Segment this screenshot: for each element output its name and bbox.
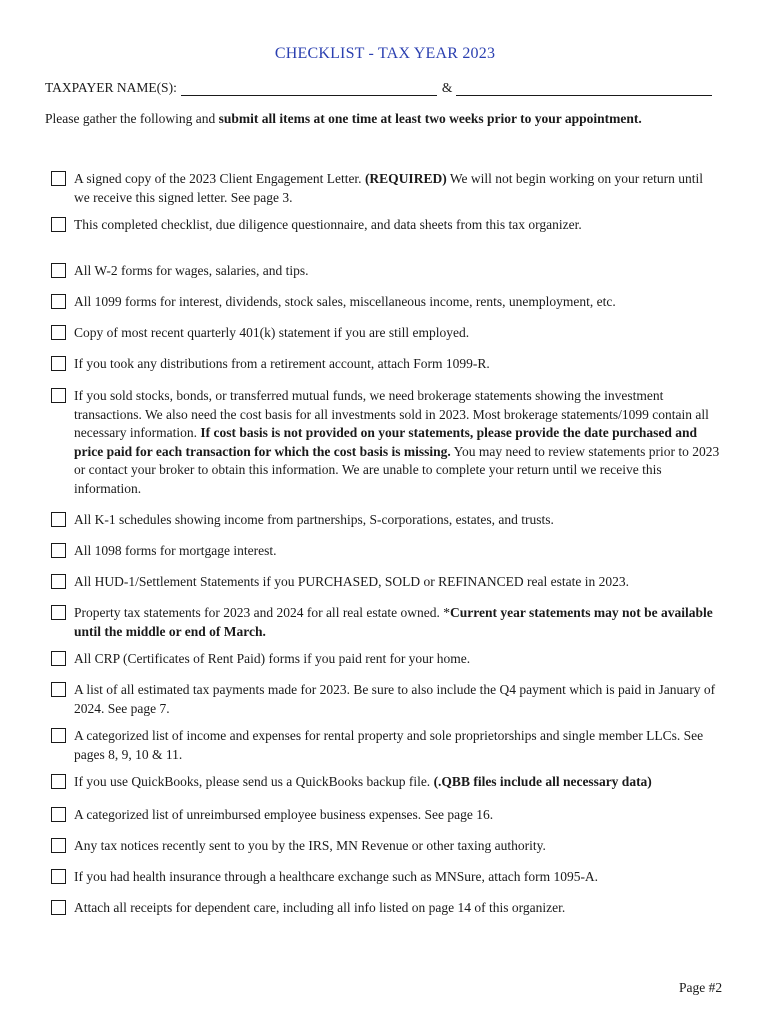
checklist-item <box>51 773 721 792</box>
item-text: We will not begin working on your return until we receive this signed letter. See page 3. <box>74 171 703 205</box>
item-text: This completed checklist, due diligence questionnaire, and data sheets from this tax organizer. <box>74 217 582 232</box>
checklist-item-text <box>74 681 721 718</box>
checklist-item <box>51 868 721 887</box>
intro-bold-text: submit all items at one time at least two weeks prior to your appointment. <box>218 111 642 126</box>
item-text: A categorized list of income and expenses for rental property and sole proprietorships and single member LLCs. See pages 8, 9, 10 & 11. <box>74 728 704 762</box>
checklist-item-text <box>74 727 721 764</box>
checkbox[interactable] <box>51 774 66 789</box>
checklist-item <box>51 355 721 374</box>
item-bold-text: Current year statements may not be available until the middle or end of March. <box>74 605 713 639</box>
checklist-item <box>51 573 721 592</box>
page-number: Page #2 <box>679 980 723 995</box>
page-title: CHECKLIST - TAX YEAR 2023 <box>274 45 496 62</box>
checkbox[interactable] <box>51 543 66 558</box>
checklist-item <box>51 604 721 641</box>
checkbox[interactable] <box>51 356 66 371</box>
checkbox[interactable] <box>51 651 66 666</box>
item-text: If you sold stocks, bonds, or transferred mutual funds, we need brokerage statements showing the investment transactions. We also need the cost basis for all investments sold in 2023. Most brokerage statements/1099 contain all necessary information. <box>74 388 709 440</box>
checklist-item <box>51 511 721 530</box>
item-text: You may need to review statements prior to 2023 or contact your broker to obtain this information. We are unable to complete your return until we receive this information. <box>74 443 720 496</box>
checklist-item <box>51 681 721 718</box>
item-text: Property tax statements for 2023 and 2024 for all real estate owned. * <box>74 605 451 620</box>
item-bold-text: (.QBB files include all necessary data) <box>433 774 652 789</box>
checklist-item-text <box>74 542 721 561</box>
checklist-item-text <box>74 573 721 592</box>
checkbox[interactable] <box>51 900 66 915</box>
checklist-item-text <box>74 806 721 825</box>
checklist-item-text <box>74 868 721 887</box>
checklist-item-text <box>74 650 721 669</box>
checkbox[interactable] <box>51 682 66 697</box>
checkbox[interactable] <box>51 171 66 186</box>
checklist-item <box>51 387 721 498</box>
checklist-item-text <box>74 387 721 498</box>
checklist-item-text <box>74 170 721 207</box>
intro-instructions <box>45 111 745 127</box>
checkbox[interactable] <box>51 388 66 403</box>
checklist-item-text <box>74 899 721 918</box>
item-text: All W-2 forms for wages, salaries, and tips. <box>74 263 309 278</box>
checkbox[interactable] <box>51 869 66 884</box>
checkbox[interactable] <box>51 574 66 589</box>
checkbox[interactable] <box>51 325 66 340</box>
item-bold-text: (REQUIRED) <box>364 171 447 186</box>
checklist-item <box>51 170 721 207</box>
taxpayer-name-field-1[interactable] <box>181 83 437 96</box>
checkbox[interactable] <box>51 217 66 232</box>
item-text: All CRP (Certificates of Rent Paid) forms if you paid rent for your home. <box>74 651 471 666</box>
taxpayer-name-field-2[interactable] <box>456 83 712 96</box>
ampersand: & <box>441 80 453 95</box>
intro-text: Please gather the following and <box>45 111 219 126</box>
item-text: Attach all receipts for dependent care, including all info listed on page 14 of this organizer. <box>74 900 566 915</box>
checklist-item <box>51 837 721 856</box>
checklist-item <box>51 899 721 918</box>
checklist-item <box>51 262 721 281</box>
checklist-item <box>51 727 721 764</box>
item-text: All K-1 schedules showing income from partnerships, S-corporations, estates, and trusts. <box>74 512 554 527</box>
checklist-item-text <box>74 837 721 856</box>
checkbox[interactable] <box>51 728 66 743</box>
checkbox[interactable] <box>51 807 66 822</box>
taxpayer-name-label: TAXPAYER NAME(S): <box>45 80 177 95</box>
checklist-item-text <box>74 293 721 312</box>
checklist-item-text <box>74 511 721 530</box>
checklist-item-text <box>74 355 721 374</box>
checkbox[interactable] <box>51 605 66 620</box>
item-text: A signed copy of the 2023 Client Engagement Letter. <box>74 171 365 186</box>
item-text: A list of all estimated tax payments made for 2023. Be sure to also include the Q4 payment which is paid in January of 2024. See page 7. <box>74 682 716 716</box>
item-text: If you took any distributions from a retirement account, attach Form 1099-R. <box>74 356 490 371</box>
checklist-item-text <box>74 773 721 792</box>
checkbox[interactable] <box>51 838 66 853</box>
checklist-item-text <box>74 216 721 235</box>
item-text: A categorized list of unreimbursed employee business expenses. See page 16. <box>74 807 494 822</box>
checklist-item <box>51 806 721 825</box>
checklist-item <box>51 324 721 343</box>
checklist-item-text <box>74 324 721 343</box>
checklist-item <box>51 293 721 312</box>
checkbox[interactable] <box>51 294 66 309</box>
checklist-item <box>51 650 721 669</box>
item-text: All HUD-1/Settlement Statements if you PURCHASED, SOLD or REFINANCED real estate in 2023. <box>74 574 629 589</box>
checkbox[interactable] <box>51 512 66 527</box>
checklist-item-text <box>74 262 721 281</box>
item-bold-text: If cost basis is not provided on your statements, please provide the date purchased and price paid for each transaction for which the cost basis is missing. <box>74 425 698 459</box>
item-text: All 1098 forms for mortgage interest. <box>74 543 277 558</box>
item-text: All 1099 forms for interest, dividends, stock sales, miscellaneous income, rents, unemployment, etc. <box>74 294 616 309</box>
checklist-item-text <box>74 604 721 641</box>
taxpayer-names-row <box>45 80 727 96</box>
item-text: Any tax notices recently sent to you by the IRS, MN Revenue or other taxing authority. <box>74 838 546 853</box>
item-text: If you had health insurance through a healthcare exchange such as MNSure, attach form 1095-A. <box>74 869 599 884</box>
checklist-item <box>51 542 721 561</box>
item-text: Copy of most recent quarterly 401(k) statement if you are still employed. <box>74 325 470 340</box>
checklist-item <box>51 216 721 235</box>
checkbox[interactable] <box>51 263 66 278</box>
item-text: If you use QuickBooks, please send us a QuickBooks backup file. <box>74 774 434 789</box>
